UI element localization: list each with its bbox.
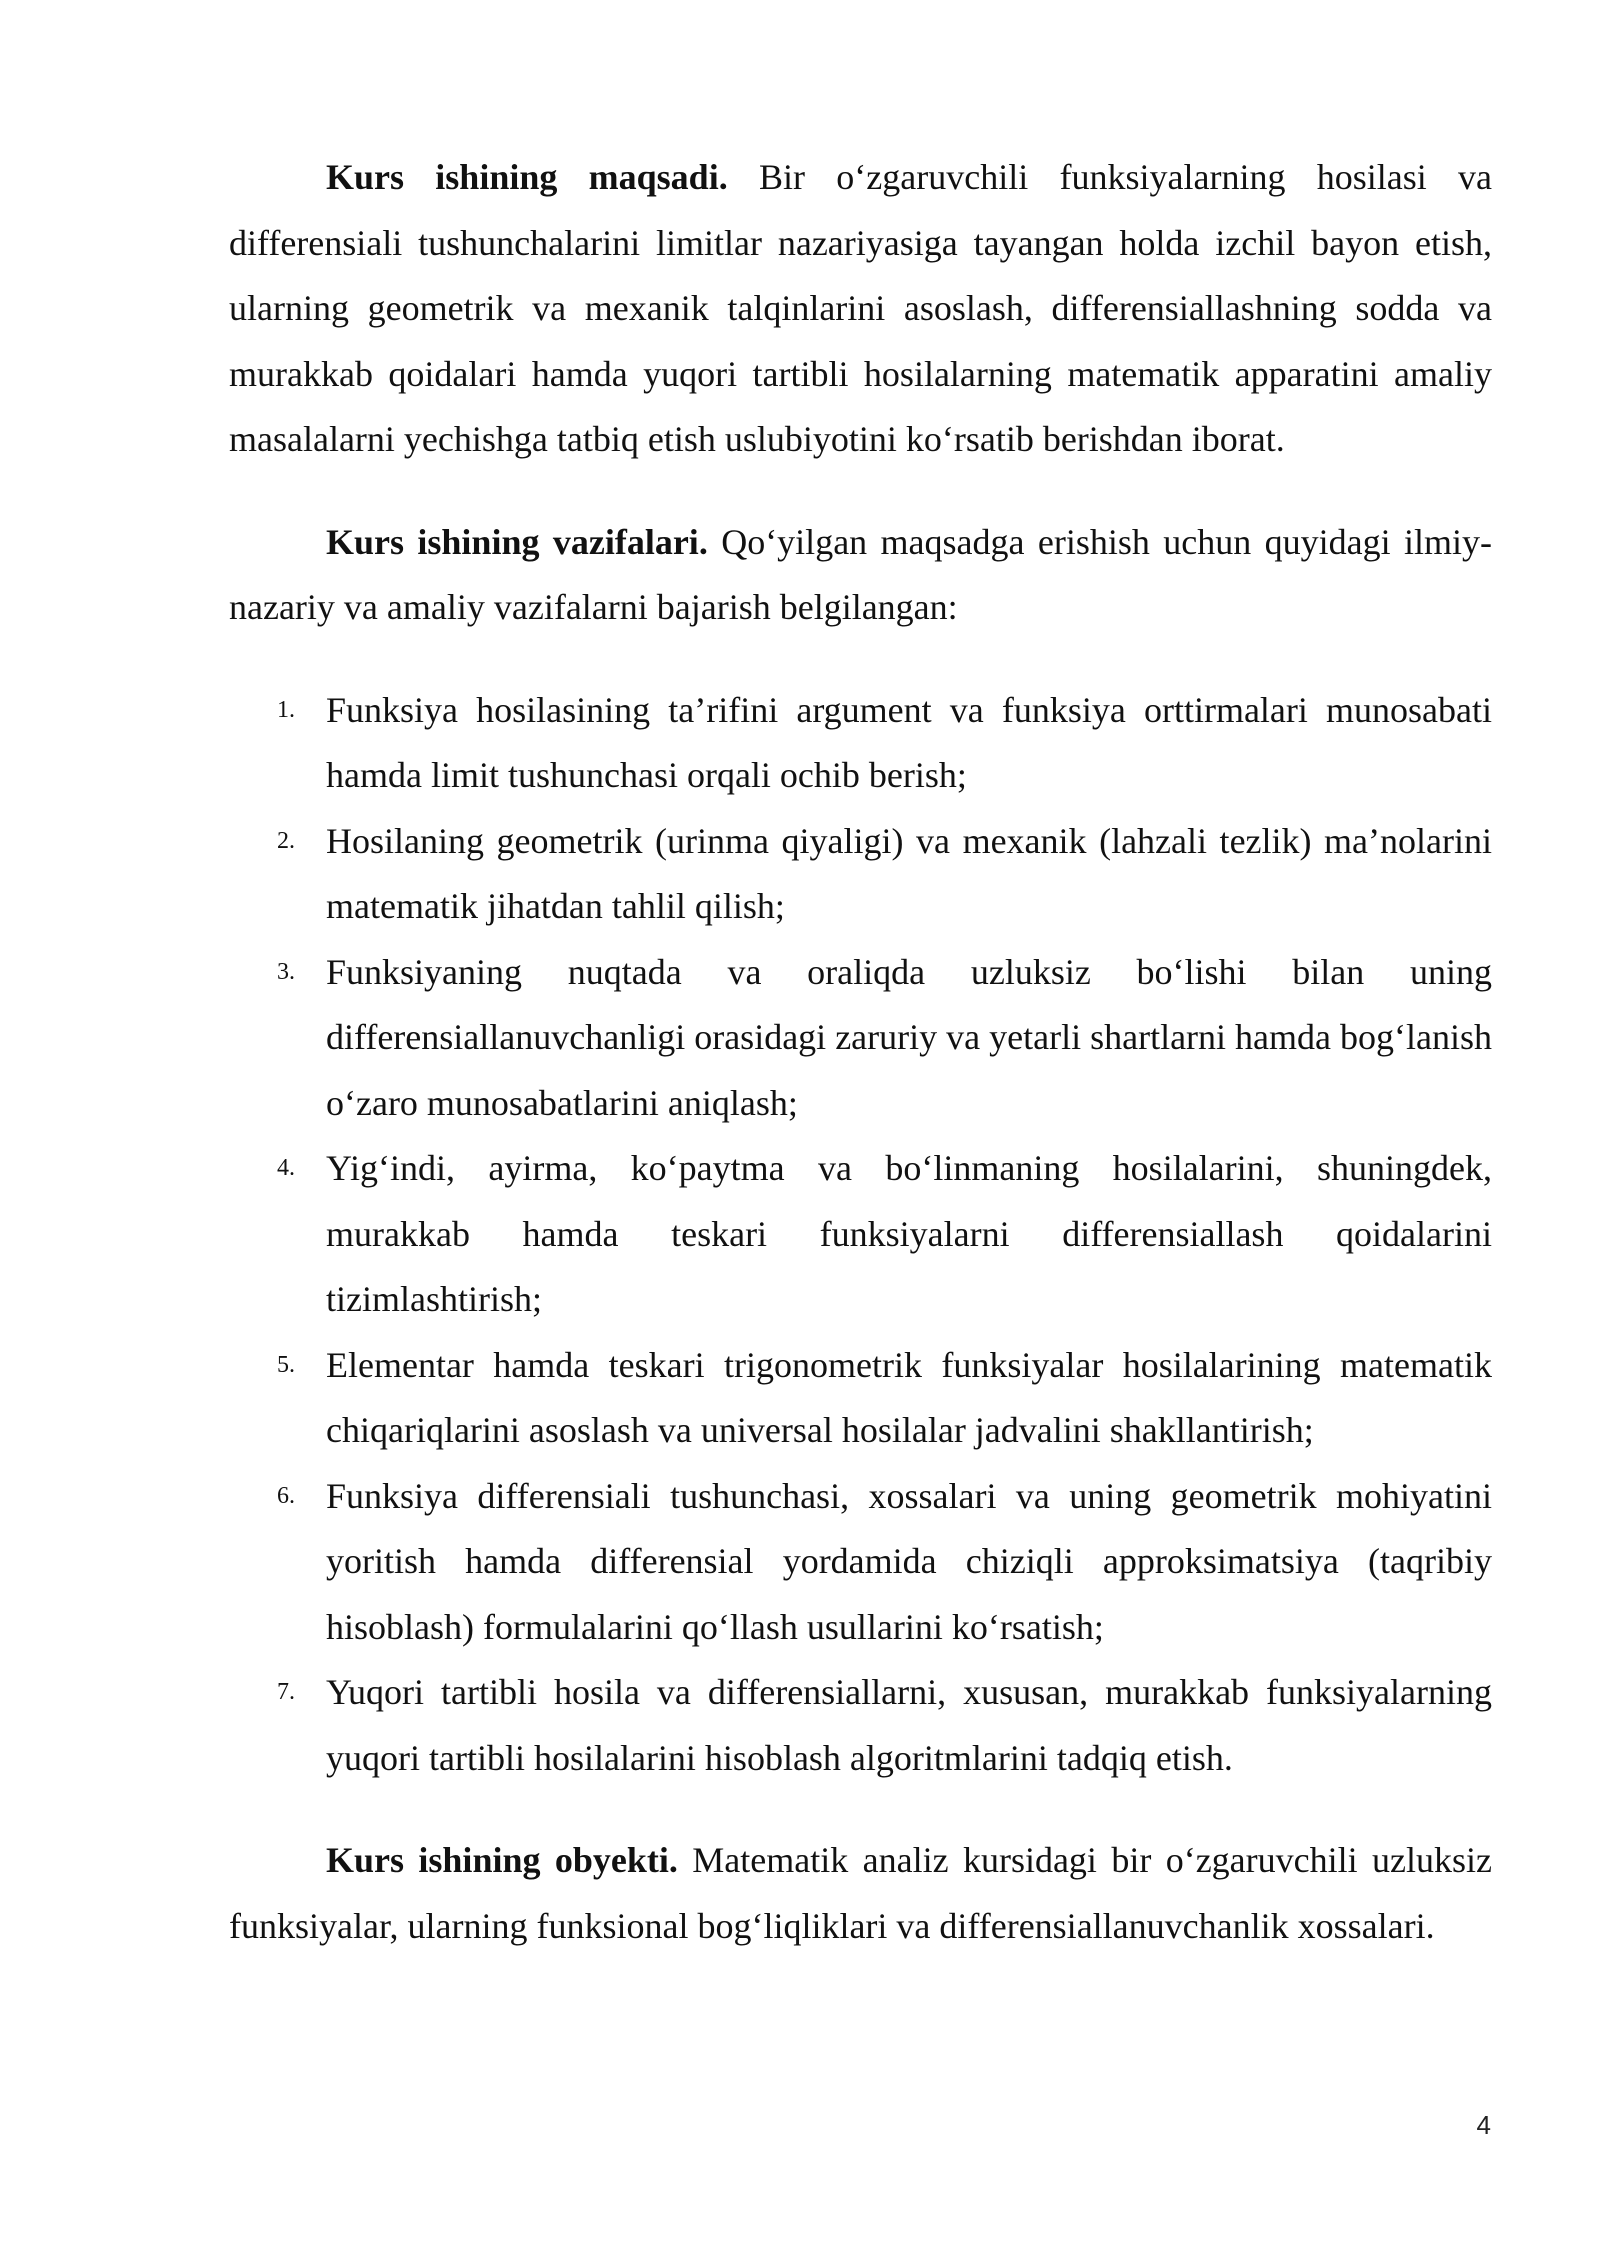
page-number: 4 xyxy=(1476,2110,1491,2140)
tasks-list xyxy=(229,678,1492,1792)
object-paragraph xyxy=(229,1828,1492,1959)
list-item-number: 6. xyxy=(277,1482,295,1509)
list-item-text: Funksiyaning nuqtada va oraliqda uzluksiz bo‘lishi bilan uning differensiallanuvchanligi orasidagi zaruriy va yetarli shartlarni hamda bog‘lanish o‘zaro munosabatlarini aniqlash; xyxy=(326,951,1492,1123)
tasks-paragraph xyxy=(229,510,1492,641)
tasks-heading: Kurs ishining vazifalari. xyxy=(326,521,708,562)
list-item xyxy=(229,678,1492,809)
list-item xyxy=(229,940,1492,1137)
list-item-text: Funksiya differensiali tushunchasi, xossalari va uning geometrik mohiyatini yoritish hamda differensial yordamida chiziqli approksimatsiya (taqribiy hisoblash) formulalarini qo‘llash usullarini ko‘rsatish; xyxy=(326,1475,1492,1647)
list-item-number: 7. xyxy=(277,1679,295,1705)
list-item-text: Elementar hamda teskari trigonometrik funksiyalar hosilalarining matematik chiqariqlarini asoslash va universal hosilalar jadvalini shakllantirish; xyxy=(326,1344,1492,1450)
list-item-text: Funksiya hosilasining ta’rifini argument va funksiya orttirmalari munosabati hamda limit tushunchasi orqali ochib berish; xyxy=(326,689,1492,795)
list-item-number: 1. xyxy=(277,696,295,723)
list-item-text: Yuqori tartibli hosila va differensiallarni, xususan, murakkab funksiyalarning yuqori tartibli hosilalarini hisoblash algoritmlarini tadqiq etish. xyxy=(326,1672,1492,1778)
list-item-number: 4. xyxy=(277,1155,295,1181)
aim-heading: Kurs ishining maqsadi. xyxy=(326,157,728,197)
list-item-number: 3. xyxy=(277,958,295,985)
list-item-number: 2. xyxy=(277,827,295,854)
list-item xyxy=(229,809,1492,940)
object-text: Matematik analiz kursidagi bir o‘zgaruvchili uzluksiz funksiyalar, ularning funksional bog‘liqliklari va differensiallanuvchanlik xossalari. xyxy=(229,1840,1492,1946)
aim-text: Bir o‘zgaruvchili funksiyalarning hosilasi va differensiali tushunchalarini limitlar nazariyasiga tayangan holda izchil bayon etish, ularning geometrik va mexanik talqinlarini asoslash, differensiallashning sodda va murakkab qoidalari hamda yuqori tartibli hosilalarning matematik apparatini amaliy masalalarni yechishga tatbiq etish uslubiyotini ko‘rsatib berishdan iborat. xyxy=(229,157,1492,459)
list-item xyxy=(229,1136,1492,1333)
document-page xyxy=(229,145,1492,1959)
list-item-text: Hosilaning geometrik (urinma qiyaligi) va mexanik (lahzali tezlik) ma’nolarini matematik jihatdan tahlil qilish; xyxy=(326,820,1492,926)
list-item xyxy=(229,1464,1492,1661)
object-heading: Kurs ishining obyekti. xyxy=(326,1840,678,1880)
list-item-text: Yig‘indi, ayirma, ko‘paytma va bo‘linmaning hosilalarini, shuningdek, murakkab hamda teskari funksiyalarni differensiallash qoidalarini tizimlashtirish; xyxy=(326,1148,1492,1319)
aim-paragraph xyxy=(229,145,1492,473)
list-item-number: 5. xyxy=(277,1351,295,1378)
tasks-text: Qo‘yilgan maqsadga erishish uchun quyidagi ilmiy-nazariy va amaliy vazifalarni bajarish belgilangan: xyxy=(229,521,1492,627)
list-item xyxy=(229,1660,1492,1791)
list-item xyxy=(229,1333,1492,1464)
